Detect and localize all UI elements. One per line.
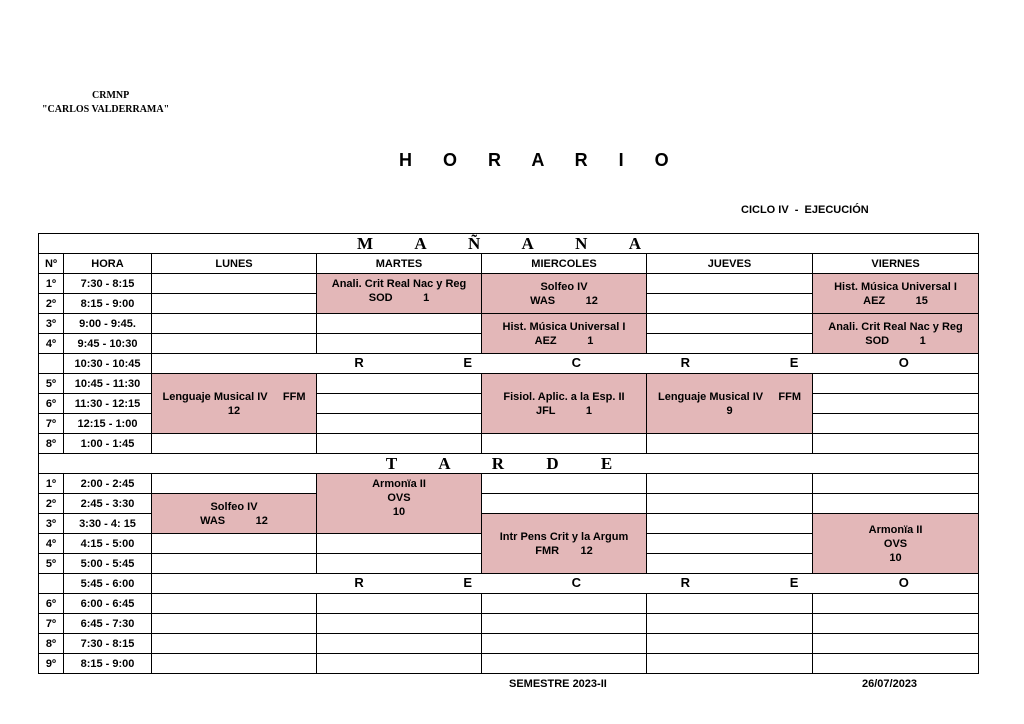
empty-cell <box>152 614 317 634</box>
class-cell <box>813 274 979 314</box>
empty-cell <box>813 474 979 494</box>
class-cell <box>317 474 482 534</box>
empty-cell <box>813 654 979 674</box>
period-num: 4º <box>39 334 64 354</box>
class-detail: 9 <box>726 404 733 417</box>
class-detail: SOD 1 <box>865 334 926 347</box>
class-cell <box>813 514 979 574</box>
period-hora: 6:45 - 7:30 <box>64 614 152 634</box>
class-name: Armonïa II <box>868 523 923 536</box>
empty-cell <box>813 614 979 634</box>
class-name: Hist. Música Universal I <box>502 320 626 333</box>
empty-cell <box>317 534 482 554</box>
recess-row <box>39 354 979 374</box>
empty-cell <box>482 594 647 614</box>
period-num: 1º <box>39 274 64 294</box>
period-hora: 7:30 - 8:15 <box>64 634 152 654</box>
period-hora: 2:45 - 3:30 <box>64 494 152 514</box>
period-hora: 8:15 - 9:00 <box>64 654 152 674</box>
header-martes: MARTES <box>317 254 482 274</box>
class-detail: FMR 12 <box>535 544 593 557</box>
empty-cell <box>317 394 482 414</box>
empty-cell <box>813 414 979 434</box>
empty-cell <box>152 334 317 354</box>
empty-cell <box>813 374 979 394</box>
empty-cell <box>482 654 647 674</box>
table-row <box>39 494 979 514</box>
section-label-tarde: T A R D E <box>39 454 979 474</box>
class-name: Lenguaje Musical IV FFM <box>162 390 306 403</box>
class-name: Armonïa II <box>372 478 426 490</box>
header-hora: HORA <box>64 254 152 274</box>
empty-cell <box>647 614 813 634</box>
period-num: 8º <box>39 634 64 654</box>
class-detail: OVS <box>387 492 411 504</box>
period-num: 5º <box>39 554 64 574</box>
empty-cell <box>152 634 317 654</box>
empty-cell <box>152 474 317 494</box>
period-hora: 5:00 - 5:45 <box>64 554 152 574</box>
period-num <box>39 574 64 594</box>
empty-cell <box>152 294 317 314</box>
class-name: Solfeo IV <box>210 500 258 513</box>
class-detail: 10 <box>392 506 406 518</box>
period-hora: 12:15 - 1:00 <box>64 414 152 434</box>
empty-cell <box>647 314 813 334</box>
class-detail: OVS <box>883 537 908 550</box>
period-num: 2º <box>39 294 64 314</box>
table-row <box>39 654 979 674</box>
empty-cell <box>813 494 979 514</box>
date-label: 26/07/2023 <box>862 678 918 690</box>
class-name: Fisiol. Aplic. a la Esp. II <box>503 390 625 403</box>
empty-cell <box>317 594 482 614</box>
empty-cell <box>152 654 317 674</box>
period-num: 7º <box>39 414 64 434</box>
empty-cell <box>152 554 317 574</box>
empty-cell <box>813 634 979 654</box>
section-label-manana: M A Ñ A N A <box>39 234 979 254</box>
class-cell <box>482 314 647 354</box>
table-row <box>39 474 979 494</box>
period-num: 1º <box>39 474 64 494</box>
page-title: H O R A R I O <box>399 150 682 170</box>
recess-label: R E C R E O <box>152 574 979 594</box>
table-row <box>39 434 979 454</box>
class-detail: 12 <box>227 404 241 417</box>
empty-cell <box>647 514 813 534</box>
table-row <box>39 614 979 634</box>
class-detail: 10 <box>889 551 902 564</box>
period-hora: 6:00 - 6:45 <box>64 594 152 614</box>
class-cell <box>482 374 647 434</box>
class-detail: JFL 1 <box>535 404 593 417</box>
empty-cell <box>813 434 979 454</box>
section-header-tarde <box>39 454 979 474</box>
empty-cell <box>482 494 647 514</box>
period-num: 7º <box>39 614 64 634</box>
period-hora: 4:15 - 5:00 <box>64 534 152 554</box>
empty-cell <box>317 614 482 634</box>
empty-cell <box>813 594 979 614</box>
empty-cell <box>317 334 482 354</box>
table-row <box>39 314 979 334</box>
semester-label: SEMESTRE 2023-II <box>509 678 607 690</box>
header-viernes: VIERNES <box>813 254 979 274</box>
empty-cell <box>152 594 317 614</box>
empty-cell <box>647 534 813 554</box>
institution-name: "CARLOS VALDERRAMA" <box>42 104 170 115</box>
period-num: 2º <box>39 494 64 514</box>
empty-cell <box>482 474 647 494</box>
table-row <box>39 594 979 614</box>
empty-cell <box>317 374 482 394</box>
table-row <box>39 374 979 394</box>
period-hora: 10:45 - 11:30 <box>64 374 152 394</box>
empty-cell <box>152 534 317 554</box>
class-detail: AEZ 15 <box>863 294 928 307</box>
cycle-label: CICLO IV - EJECUCIÓN <box>741 204 869 216</box>
class-cell <box>813 314 979 354</box>
empty-cell <box>647 474 813 494</box>
class-name: Hist. Música Universal I <box>834 280 957 293</box>
empty-cell <box>647 594 813 614</box>
empty-cell <box>482 614 647 634</box>
class-name: Lenguaje Musical IV FFM <box>657 390 802 403</box>
period-hora: 5:45 - 6:00 <box>64 574 152 594</box>
empty-cell <box>647 294 813 314</box>
empty-cell <box>647 654 813 674</box>
period-num: 4º <box>39 534 64 554</box>
class-detail: AEZ 1 <box>534 334 594 347</box>
class-cell <box>647 374 813 434</box>
class-name: Anali. Crit Real Nac y Reg <box>828 320 963 333</box>
empty-cell <box>647 434 813 454</box>
period-num <box>39 354 64 374</box>
period-num: 6º <box>39 594 64 614</box>
empty-cell <box>317 434 482 454</box>
empty-cell <box>647 634 813 654</box>
class-detail: WAS 12 <box>530 294 598 307</box>
header-jueves: JUEVES <box>647 254 813 274</box>
period-hora: 2:00 - 2:45 <box>64 474 152 494</box>
empty-cell <box>317 654 482 674</box>
empty-cell <box>482 434 647 454</box>
institution-acronym: CRMNP <box>92 90 130 101</box>
class-name: Solfeo IV <box>540 280 588 293</box>
section-header-manana <box>39 234 979 254</box>
empty-cell <box>482 634 647 654</box>
class-cell <box>482 274 647 314</box>
empty-cell <box>152 274 317 294</box>
period-num: 3º <box>39 314 64 334</box>
recess-label: R E C R E O <box>152 354 979 374</box>
class-cell <box>152 374 317 434</box>
period-hora: 11:30 - 12:15 <box>64 394 152 414</box>
empty-cell <box>152 434 317 454</box>
class-name: Anali. Crit Real Nac y Reg <box>331 278 467 290</box>
period-hora: 3:30 - 4: 15 <box>64 514 152 534</box>
period-num: 8º <box>39 434 64 454</box>
header-miercoles: MIERCOLES <box>482 254 647 274</box>
schedule-table <box>38 233 979 674</box>
period-num: 9º <box>39 654 64 674</box>
period-num: 6º <box>39 394 64 414</box>
empty-cell <box>647 274 813 294</box>
period-num: 5º <box>39 374 64 394</box>
header-lunes: LUNES <box>152 254 317 274</box>
period-hora: 9:45 - 10:30 <box>64 334 152 354</box>
period-hora: 9:00 - 9:45. <box>64 314 152 334</box>
empty-cell <box>317 314 482 334</box>
period-hora: 8:15 - 9:00 <box>64 294 152 314</box>
period-hora: 10:30 - 10:45 <box>64 354 152 374</box>
class-detail: WAS 12 <box>200 514 268 527</box>
table-row <box>39 274 979 294</box>
period-hora: 7:30 - 8:15 <box>64 274 152 294</box>
empty-cell <box>317 554 482 574</box>
empty-cell <box>647 334 813 354</box>
empty-cell <box>317 414 482 434</box>
empty-cell <box>647 494 813 514</box>
class-cell <box>317 274 482 314</box>
header-row <box>39 254 979 274</box>
empty-cell <box>152 314 317 334</box>
recess-row <box>39 574 979 594</box>
empty-cell <box>647 554 813 574</box>
class-cell <box>152 494 317 534</box>
class-cell <box>482 514 647 574</box>
period-hora: 1:00 - 1:45 <box>64 434 152 454</box>
empty-cell <box>317 634 482 654</box>
empty-cell <box>813 394 979 414</box>
class-detail: SOD 1 <box>368 292 430 304</box>
header-num: Nº <box>39 254 64 274</box>
table-row <box>39 634 979 654</box>
class-name: Intr Pens Crit y la Argum <box>499 530 629 543</box>
period-num: 3º <box>39 514 64 534</box>
